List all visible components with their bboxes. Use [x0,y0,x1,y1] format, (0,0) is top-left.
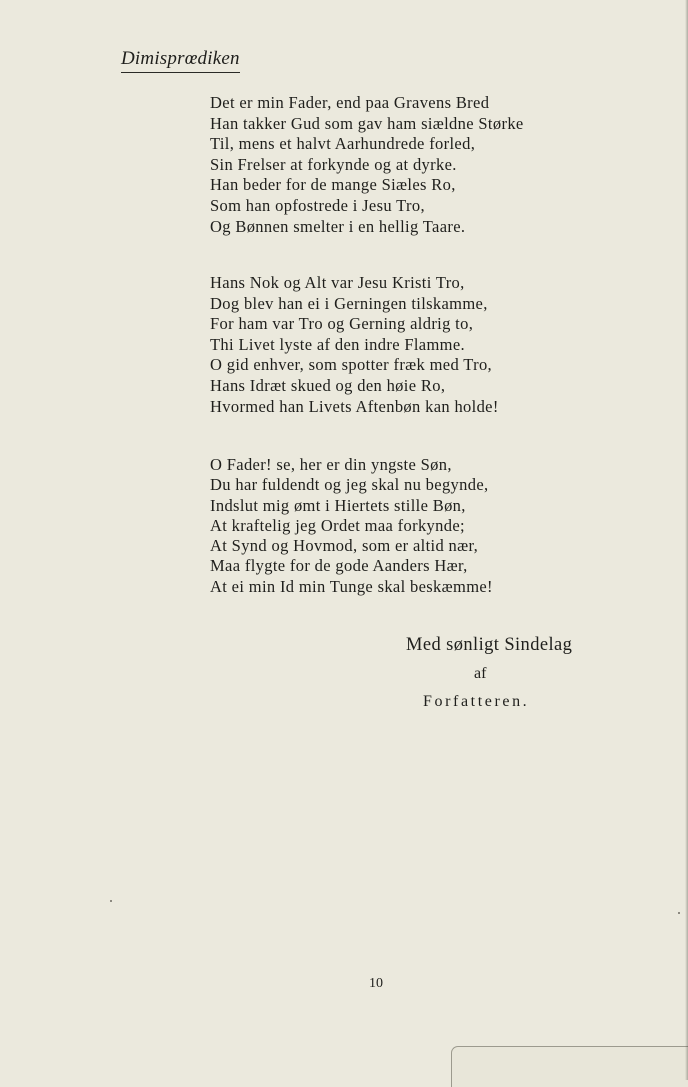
verse-line: Til, mens et halvt Aarhundrede forled, [210,134,476,154]
stanza-3 [210,455,493,597]
verse-line: At kraftelig jeg Ordet maa forkynde; [210,515,465,535]
page-corner-fold [451,1046,688,1087]
verse-line: Dog blev han ei i Gerningen tilskamme, [210,293,488,313]
verse-line: Og Bønnen smelter i en hellig Taare. [210,216,466,236]
page-number: 10 [369,976,383,991]
verse-line: Han beder for de mange Siæles Ro, [210,175,456,195]
signoff-af: af [474,665,487,682]
paper-speck [678,912,680,914]
verse-line: Indslut mig ømt i Hiertets stille Bøn, [210,495,466,515]
verse-line: For ham var Tro og Gerning aldrig to, [210,314,474,334]
verse-line: Hans Nok og Alt var Jesu Kristi Tro, [210,273,465,292]
verse-line: O Fader! se, her er din yngste Søn, [210,455,452,474]
verse-line: O gid enhver, som spotter fræk med Tro, [210,355,493,375]
verse-line: Sin Frelser at forkynde og at dyrke. [210,154,457,174]
verse-line: At ei min Id min Tunge skal beskæmme! [210,576,493,596]
running-head: Dimisprœdiken [121,48,240,73]
verse-line: Maa flygte for de gode Aanders Hær, [210,556,468,576]
verse-line: Som han opfostrede i Jesu Tro, [210,195,425,215]
verse-line: Hans Idræt skued og den høie Ro, [210,375,446,395]
paper-speck [110,900,112,902]
verse-line: Du har fuldendt og jeg skal nu begynde, [210,475,489,495]
verse-line: At Synd og Hovmod, som er altid nær, [210,536,479,556]
verse-line: Hvormed han Livets Aftenbøn kan holde! [210,396,499,416]
verse-line: Det er min Fader, end paa Gravens Bred [210,93,490,112]
verse-line: Han takker Gud som gav ham siældne Størke [210,113,524,133]
stanza-2 [210,273,499,417]
signoff-author: Forfatteren. [423,693,530,710]
signoff-greeting: Med sønligt Sindelag [406,635,573,655]
verse-line: Thi Livet lyste af den indre Flamme. [210,334,465,354]
stanza-1 [210,93,524,237]
